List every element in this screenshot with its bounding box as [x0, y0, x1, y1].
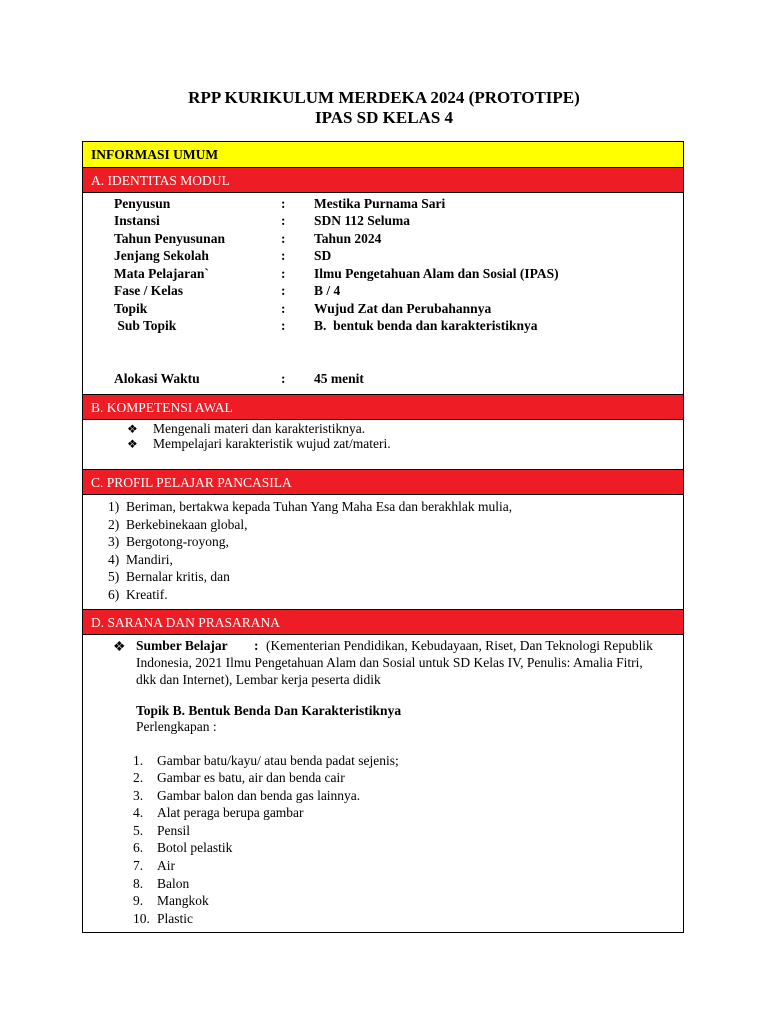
identitas-label: Instansi [114, 213, 160, 228]
identitas-separator: : [281, 231, 286, 246]
profil-item: 2) Berkebinekaan global, [108, 517, 248, 532]
informasi-umum-header: INFORMASI UMUM [83, 142, 683, 168]
identitas-value: Ilmu Pengetahuan Alam dan Sosial (IPAS) [314, 266, 559, 281]
item-number: 5. [133, 823, 144, 838]
identitas-value: SDN 112 Seluma [314, 213, 411, 228]
kompetensi-item: Mengenali materi dan karakteristiknya. [153, 421, 366, 436]
item-number: 10. [133, 911, 150, 926]
document-subtitle: IPAS SD KELAS 4 [314, 108, 454, 127]
item-text: Balon [157, 876, 190, 891]
identitas-separator: : [281, 371, 286, 386]
item-number: 2. [133, 770, 144, 785]
item-number: 3. [133, 788, 144, 803]
item-text: Air [157, 858, 175, 873]
identitas-value: Wujud Zat dan Perubahannya [314, 301, 492, 316]
diamond-bullet-icon: ❖ [113, 640, 126, 655]
identitas-label: Alokasi Waktu [114, 371, 200, 386]
item-number: 1. [133, 753, 144, 768]
profil-item: 5) Bernalar kritis, dan [108, 569, 230, 584]
identitas-separator: : [281, 266, 286, 281]
item-number: 6. [133, 840, 144, 855]
item-text: Gambar balon dan benda gas lainnya. [157, 788, 361, 803]
sumber-separator: : [254, 638, 259, 653]
item-number: 7. [133, 858, 144, 873]
identitas-label: Sub Topik [114, 318, 177, 333]
section-b-header: B. KOMPETENSI AWAL [83, 394, 683, 420]
identitas-separator: : [281, 318, 286, 333]
item-text: Gambar es batu, air dan benda cair [157, 770, 345, 785]
item-text: Botol pelastik [157, 840, 233, 855]
identitas-label: Tahun Penyusunan [114, 231, 225, 246]
identitas-separator: : [281, 213, 286, 228]
item-text: Plastic [157, 911, 193, 926]
identitas-value: Tahun 2024 [314, 231, 382, 246]
sumber-line: dkk dan Internet), Lembar kerja peserta didik [136, 672, 381, 687]
identitas-value: B. bentuk benda dan karakteristiknya [314, 318, 538, 333]
document-title: RPP KURIKULUM MERDEKA 2024 (PROTOTIPE) [188, 88, 580, 107]
section-d-header: D. SARANA DAN PRASARANA [83, 609, 683, 635]
sumber-line: Indonesia, 2021 Ilmu Pengetahuan Alam dan Sosial untuk SD Kelas IV, Penulis: Amalia Fitri, [136, 655, 643, 670]
topik-heading: Topik B. Bentuk Benda Dan Karakteristiknya [136, 703, 402, 718]
sumber-line: (Kementerian Pendidikan, Kebudayaan, Riset, Dan Teknologi Republik [266, 638, 653, 653]
identitas-label: Fase / Kelas [114, 283, 183, 298]
sumber-belajar-label: Sumber Belajar [136, 638, 228, 653]
identitas-value: SD [314, 248, 332, 263]
diamond-bullet-icon: ❖ [127, 437, 138, 451]
item-text: Gambar batu/kayu/ atau benda padat sejenis; [157, 753, 399, 768]
identitas-label: Penyusun [114, 196, 171, 211]
item-number: 4. [133, 805, 144, 820]
rpp-table [82, 141, 684, 933]
identitas-value: B / 4 [314, 283, 341, 298]
kompetensi-item: Mempelajari karakteristik wujud zat/materi. [153, 436, 391, 451]
profil-item: 4) Mandiri, [108, 552, 173, 567]
section-a-header: A. IDENTITAS MODUL [83, 167, 683, 193]
diamond-bullet-icon: ❖ [127, 422, 138, 436]
identitas-label: Jenjang Sekolah [114, 248, 209, 263]
identitas-label: Topik [114, 301, 148, 316]
section-c-header: C. PROFIL PELAJAR PANCASILA [83, 469, 683, 495]
identitas-separator: : [281, 248, 286, 263]
identitas-separator: : [281, 196, 286, 211]
item-text: Pensil [157, 823, 191, 838]
identitas-separator: : [281, 283, 286, 298]
identitas-value: 45 menit [314, 371, 364, 386]
identitas-value: Mestika Purnama Sari [314, 196, 446, 211]
item-text: Alat peraga berupa gambar [157, 805, 304, 820]
identitas-separator: : [281, 301, 286, 316]
profil-item: 6) Kreatif. [108, 587, 168, 602]
profil-item: 1) Beriman, bertakwa kepada Tuhan Yang Maha Esa dan berakhlak mulia, [108, 499, 513, 514]
perlengkapan-label: Perlengkapan : [136, 719, 217, 734]
item-number: 8. [133, 876, 144, 891]
item-number: 9. [133, 893, 144, 908]
item-text: Mangkok [157, 893, 209, 908]
identitas-label: Mata Pelajaran` [114, 266, 209, 281]
profil-item: 3) Bergotong-royong, [108, 534, 229, 549]
